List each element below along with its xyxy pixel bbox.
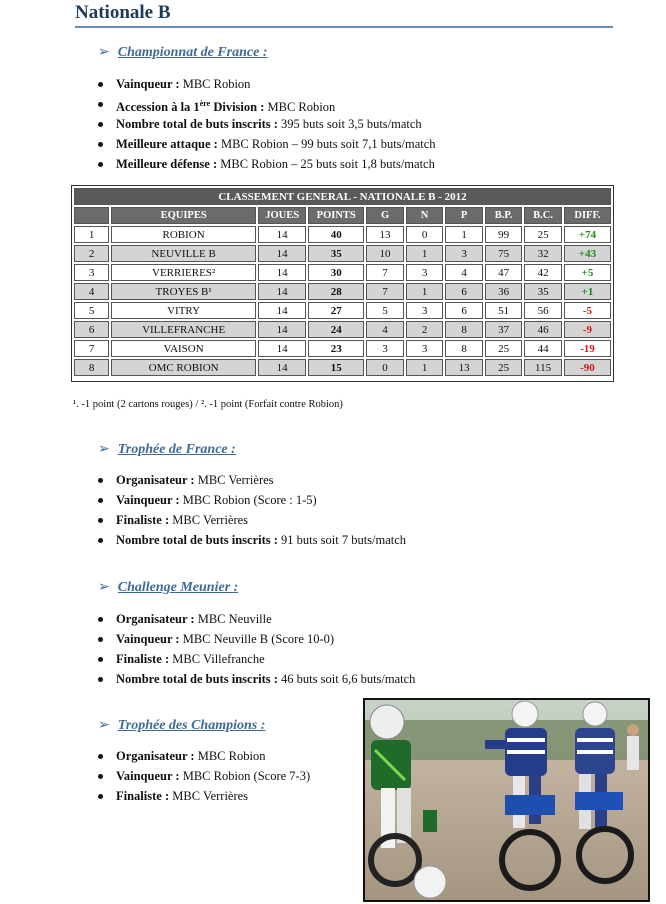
table-row — [74, 359, 611, 376]
table-cell: VITRY — [111, 302, 256, 319]
table-header-row — [74, 207, 611, 224]
list-item: Nombre total de buts inscrits : 91 buts soit 7 buts/match — [98, 530, 406, 550]
section-heading-text: Championnat de France : — [117, 45, 268, 60]
table-cell: 4 — [445, 264, 483, 281]
table-cell: 0 — [406, 226, 443, 243]
section-heading-trophee-champions — [98, 717, 265, 734]
title-divider — [75, 26, 613, 28]
table-cell: 14 — [258, 264, 306, 281]
list-item: Organisateur : MBC Verrières — [98, 470, 406, 490]
table-cell: 15 — [308, 359, 364, 376]
section-heading-text: Trophée des Champions : — [117, 718, 266, 733]
table-cell: 10 — [366, 245, 404, 262]
arrow-bullet-icon: ➢ — [98, 442, 110, 457]
table-row — [74, 264, 611, 281]
table-cell: +1 — [564, 283, 611, 300]
table-cell: 23 — [308, 340, 364, 357]
table-row — [74, 340, 611, 357]
list-item: Meilleure attaque : MBC Robion – 99 buts soit 7,1 buts/match — [98, 134, 436, 154]
list-item: Organisateur : MBC Neuville — [98, 609, 415, 629]
table-cell: 8 — [445, 321, 483, 338]
table-cell: 1 — [406, 359, 443, 376]
column-header: N — [406, 207, 443, 224]
arrow-bullet-icon: ➢ — [98, 718, 110, 733]
table-cell: 24 — [308, 321, 364, 338]
table-row — [74, 302, 611, 319]
table-cell: 13 — [366, 226, 404, 243]
table-cell: 27 — [308, 302, 364, 319]
table-cell: VILLEFRANCHE — [111, 321, 256, 338]
list-item: Nombre total de buts inscrits : 395 buts soit 3,5 buts/match — [98, 114, 436, 134]
list-item: Finaliste : MBC Verrières — [98, 786, 310, 806]
table-cell: 14 — [258, 226, 306, 243]
trophee-france-list — [98, 470, 406, 550]
table-cell: 8 — [445, 340, 483, 357]
table-cell: 1 — [406, 283, 443, 300]
table-cell: 5 — [74, 302, 109, 319]
table-cell: 13 — [445, 359, 483, 376]
section-heading-trophee-france — [98, 441, 236, 458]
table-cell: 75 — [485, 245, 522, 262]
table-footnote: ¹. -1 point (2 cartons rouges) / ². -1 point (Forfait contre Robion) — [73, 399, 343, 410]
table-cell: 51 — [485, 302, 522, 319]
table-cell: 5 — [366, 302, 404, 319]
table-cell: 40 — [308, 226, 364, 243]
table-cell: 99 — [485, 226, 522, 243]
list-item: Accession à la 1ère Division : MBC Robion — [98, 94, 436, 114]
column-header: POINTS — [308, 207, 364, 224]
page-title: Nationale B — [75, 2, 171, 23]
table-cell: 36 — [485, 283, 522, 300]
list-item: Vainqueur : MBC Robion (Score : 1-5) — [98, 490, 406, 510]
section-heading-text: Challenge Meunier : — [117, 580, 239, 595]
table-cell: 37 — [485, 321, 522, 338]
table-cell: 8 — [74, 359, 109, 376]
table-cell: -19 — [564, 340, 611, 357]
table-cell: 14 — [258, 302, 306, 319]
standings-grid — [72, 186, 613, 378]
table-cell: 1 — [74, 226, 109, 243]
table-cell: 115 — [524, 359, 562, 376]
list-item: Finaliste : MBC Verrières — [98, 510, 406, 530]
list-item: Nombre total de buts inscrits : 46 buts soit 6,6 buts/match — [98, 669, 415, 689]
table-cell: 6 — [74, 321, 109, 338]
table-cell: OMC ROBION — [111, 359, 256, 376]
table-cell: 3 — [366, 340, 404, 357]
table-cell: 3 — [74, 264, 109, 281]
table-cell: NEUVILLE B — [111, 245, 256, 262]
column-header-rank — [74, 207, 109, 224]
arrow-bullet-icon: ➢ — [98, 45, 110, 60]
table-cell: 0 — [366, 359, 404, 376]
column-header: DIFF. — [564, 207, 611, 224]
table-cell: 14 — [258, 283, 306, 300]
table-cell: -9 — [564, 321, 611, 338]
table-cell: VERRIERES² — [111, 264, 256, 281]
table-cell: -5 — [564, 302, 611, 319]
list-item: Organisateur : MBC Robion — [98, 746, 310, 766]
list-item: Vainqueur : MBC Robion (Score 7-3) — [98, 766, 310, 786]
challenge-meunier-list — [98, 609, 415, 689]
column-header: G — [366, 207, 404, 224]
list-item: Vainqueur : MBC Neuville B (Score 10-0) — [98, 629, 415, 649]
table-cell: 14 — [258, 321, 306, 338]
table-cell: 14 — [258, 359, 306, 376]
table-cell: 4 — [366, 321, 404, 338]
table-cell: 2 — [74, 245, 109, 262]
column-header: B.C. — [524, 207, 562, 224]
table-cell: 47 — [485, 264, 522, 281]
table-cell: 1 — [445, 226, 483, 243]
table-cell: 14 — [258, 245, 306, 262]
table-cell: 7 — [366, 264, 404, 281]
section-heading-challenge-meunier — [98, 579, 238, 596]
list-item: Vainqueur : MBC Robion — [98, 74, 436, 94]
table-cell: 3 — [445, 245, 483, 262]
table-body — [74, 226, 611, 376]
list-item: Finaliste : MBC Villefranche — [98, 649, 415, 669]
championnat-list — [98, 74, 436, 174]
table-row — [74, 226, 611, 243]
table-cell: -90 — [564, 359, 611, 376]
table-cell: 7 — [366, 283, 404, 300]
table-cell: 35 — [524, 283, 562, 300]
column-header: B.P. — [485, 207, 522, 224]
table-cell: 4 — [74, 283, 109, 300]
table-cell: 28 — [308, 283, 364, 300]
table-cell: 56 — [524, 302, 562, 319]
table-cell: 6 — [445, 302, 483, 319]
table-cell: 7 — [74, 340, 109, 357]
table-cell: 2 — [406, 321, 443, 338]
table-cell: 46 — [524, 321, 562, 338]
standings-table — [71, 185, 614, 382]
table-cell: 25 — [524, 226, 562, 243]
table-cell: 32 — [524, 245, 562, 262]
list-item: Meilleure défense : MBC Robion – 25 buts soit 1,8 buts/match — [98, 154, 436, 174]
table-cell: +5 — [564, 264, 611, 281]
table-cell: 44 — [524, 340, 562, 357]
column-header: JOUES — [258, 207, 306, 224]
table-cell: ROBION — [111, 226, 256, 243]
section-heading-text: Trophée de France : — [117, 442, 236, 457]
arrow-bullet-icon: ➢ — [98, 580, 110, 595]
table-cell: 25 — [485, 340, 522, 357]
trophee-champions-list — [98, 746, 310, 806]
table-cell: 3 — [406, 302, 443, 319]
table-cell: 3 — [406, 340, 443, 357]
table-cell: 1 — [406, 245, 443, 262]
table-caption: CLASSEMENT GENERAL - NATIONALE B - 2012 — [74, 188, 611, 205]
table-cell: +43 — [564, 245, 611, 262]
table-cell: TROYES B¹ — [111, 283, 256, 300]
table-cell: 35 — [308, 245, 364, 262]
table-row — [74, 245, 611, 262]
table-cell: 14 — [258, 340, 306, 357]
table-cell: 6 — [445, 283, 483, 300]
table-cell: 42 — [524, 264, 562, 281]
table-cell: 3 — [406, 264, 443, 281]
column-header: EQUIPES — [111, 207, 256, 224]
table-cell: 25 — [485, 359, 522, 376]
table-row — [74, 283, 611, 300]
table-row — [74, 321, 611, 338]
section-heading-championnat — [98, 44, 267, 61]
motoball-photo — [363, 698, 650, 902]
column-header: P — [445, 207, 483, 224]
table-cell: 30 — [308, 264, 364, 281]
table-cell: +74 — [564, 226, 611, 243]
table-cell: VAISON — [111, 340, 256, 357]
